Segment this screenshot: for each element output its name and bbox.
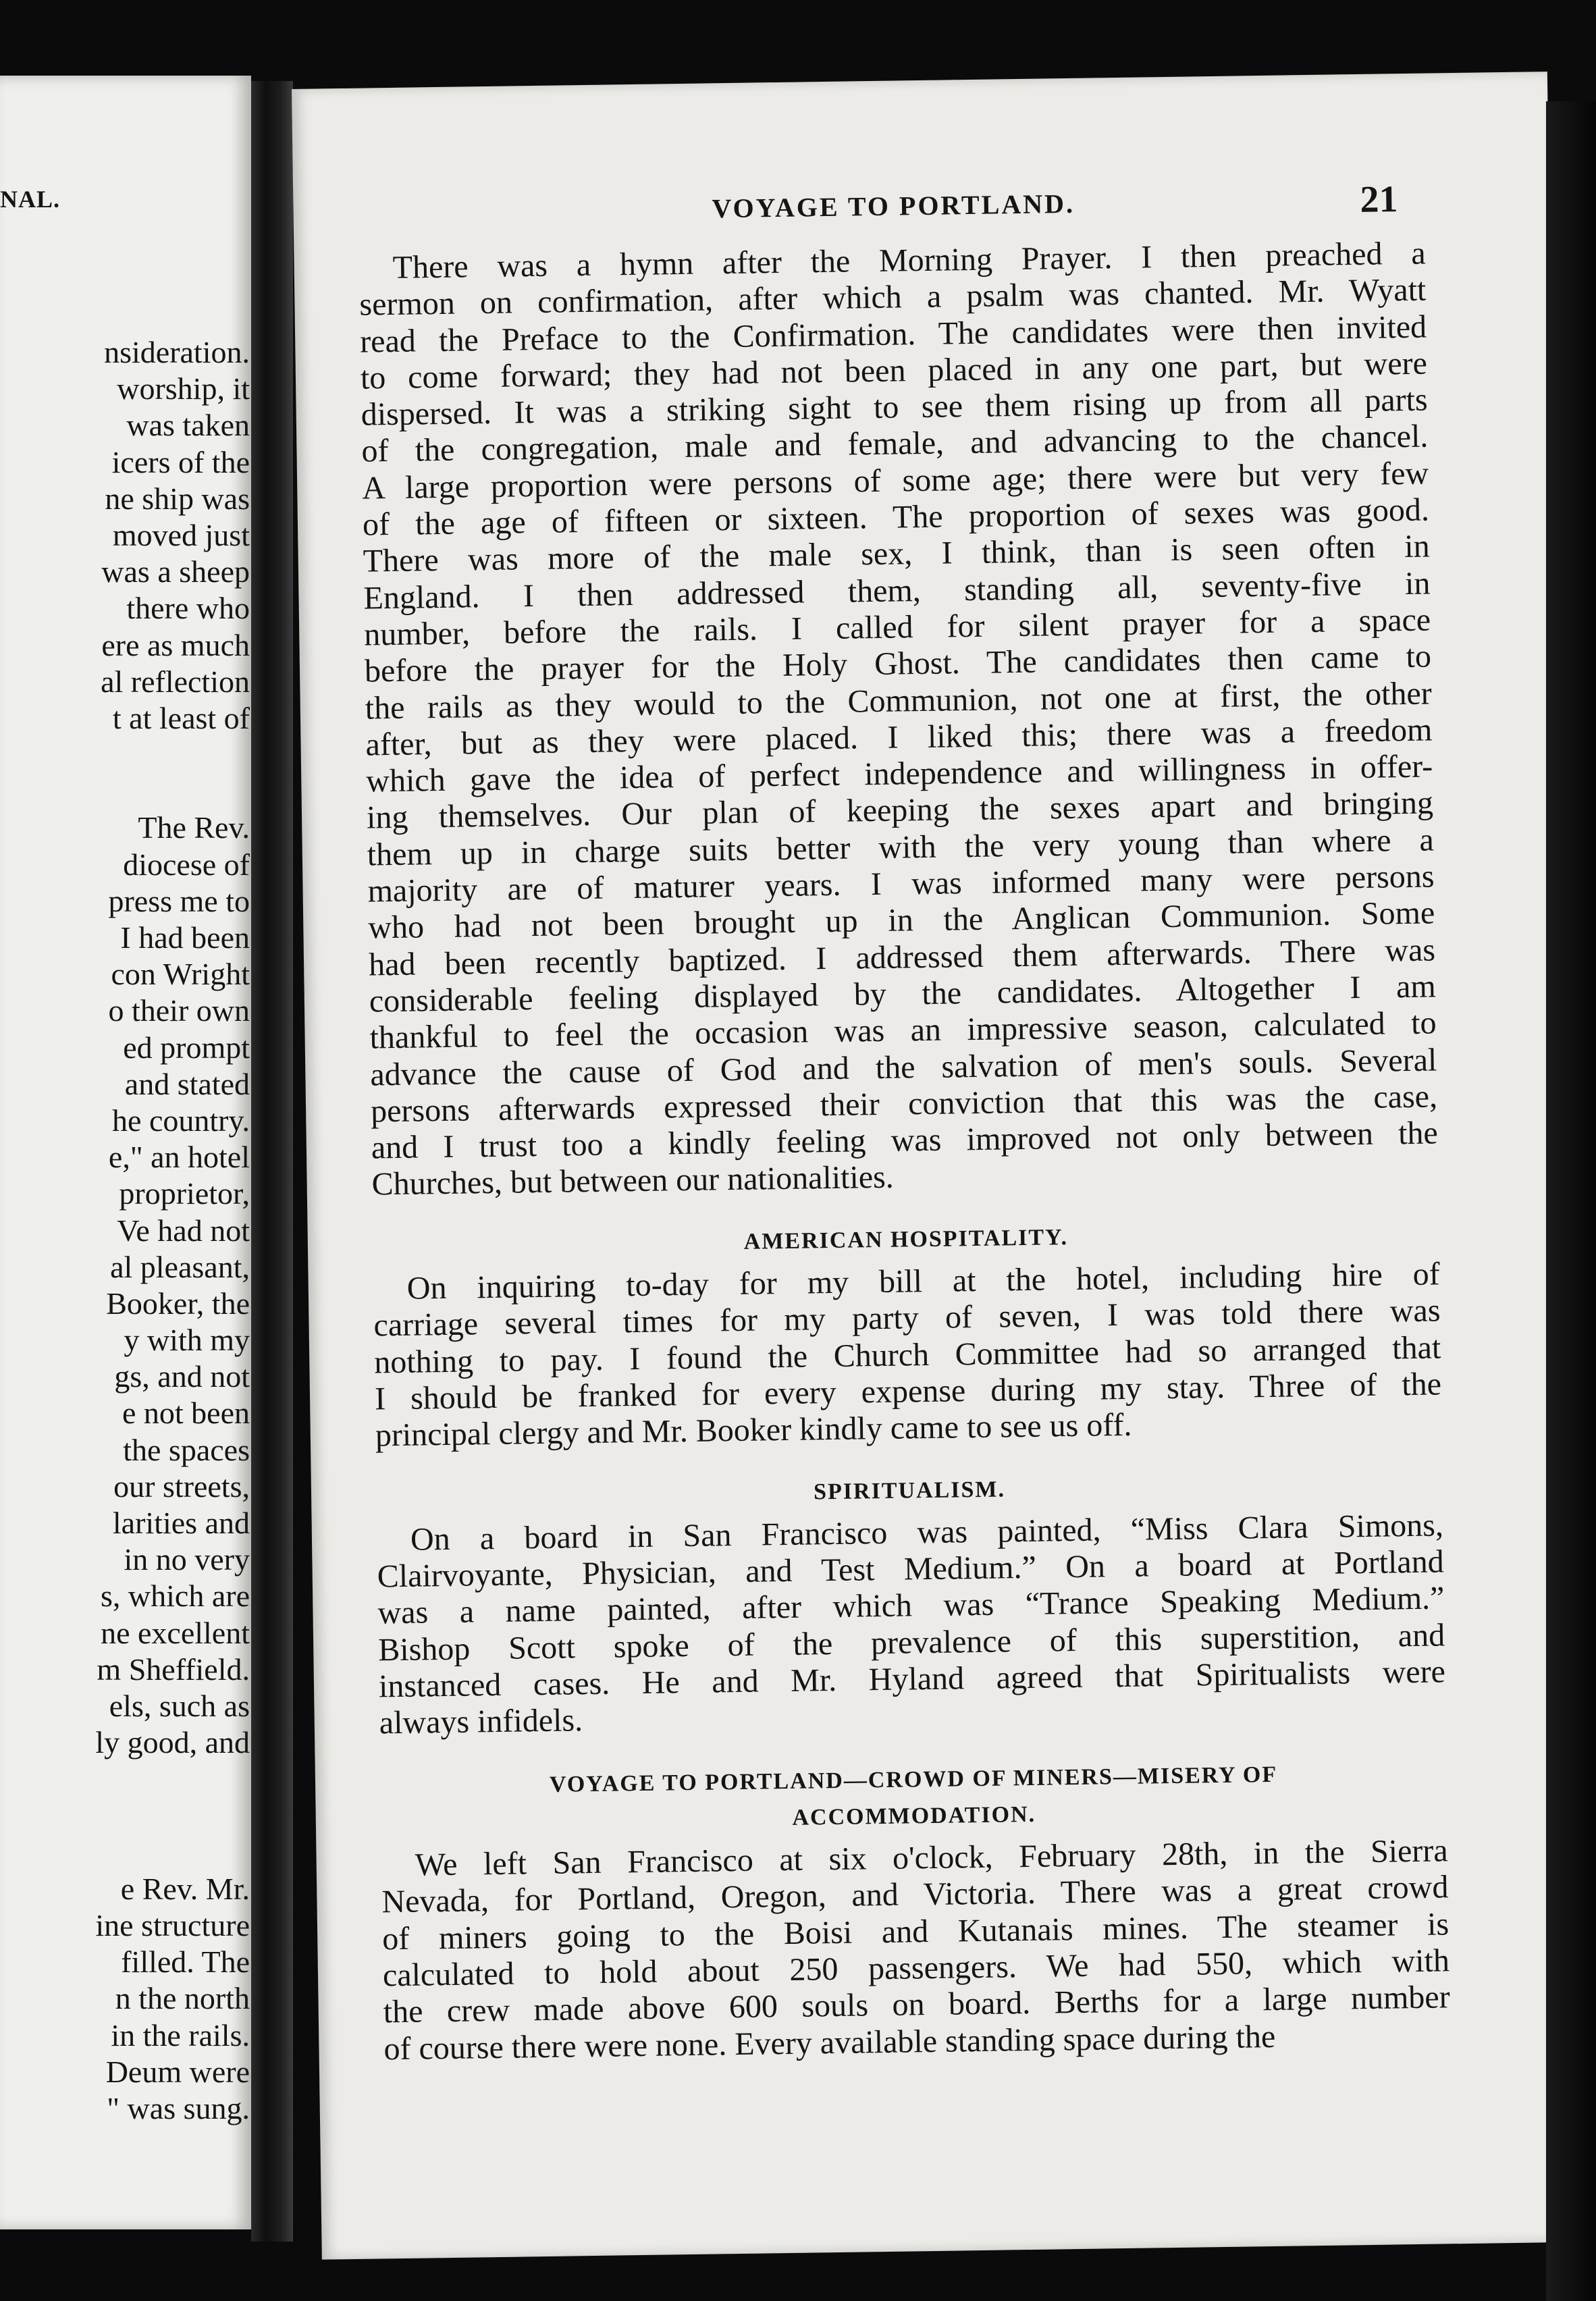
text-line-content: of course there were none. Every available standing space during the (383, 2018, 1276, 2067)
text-line-content: There was more of the male sex, I think, than is seen often in (363, 528, 1430, 579)
text-line-content: after, but as they were placed. I liked this; there was a freedom (365, 712, 1433, 763)
text-line-content: persons afterwards expressed their conviction that this was the case, (370, 1078, 1438, 1130)
left-running-head: NAL. (0, 186, 61, 213)
text-line-content: sermon on confirmation, after which a psalm was chanted. Mr. Wyatt (359, 271, 1427, 323)
left-page-line (0, 1761, 250, 1797)
text-line-content: Nevada, for Portland, Oregon, and Victoria. There was a great crowd (381, 1869, 1449, 1920)
left-page-line: nsideration. (104, 335, 250, 369)
running-title: VOYAGE TO PORTLAND. (712, 188, 1075, 224)
section-heading-hospitality: AMERICAN HOSPITALITY. (743, 1224, 1069, 1254)
left-page-line: e Rev. Mr. (120, 1871, 250, 1906)
left-page-line: al reflection (101, 664, 250, 699)
left-page-line: n the north (115, 1981, 250, 2016)
text-line-content: the rails as they would to the Communion, not one at first, the other (365, 675, 1433, 726)
text-line-content: the crew made above 600 souls on board. Berths for a large number (383, 1979, 1450, 2030)
text-line-content: thankful to feel the occasion was an impressive season, calculated to (369, 1005, 1437, 1056)
left-page-text (0, 334, 250, 2127)
section-heading-voyage-line1: VOYAGE TO PORTLAND—CROWD OF MINERS—MISERY OF (549, 1762, 1278, 1797)
left-page-line (0, 1834, 250, 1871)
text-line-content: We left San Francisco at six o'clock, February 28th, in the Sierra (415, 1832, 1448, 1883)
text-line-content: Clairvoyante, Physician, and Test Medium.” On a board at Portland (377, 1543, 1444, 1595)
left-page-line: con Wright (111, 957, 250, 992)
left-page-line: Deum were (105, 2054, 250, 2089)
left-page-line: there who (126, 591, 250, 626)
left-page-line: I had been (120, 920, 250, 955)
left-page-line: t at least of (112, 700, 250, 735)
left-page-line: larities and (112, 1506, 250, 1540)
left-page-line: worship, it (117, 371, 250, 406)
facing-page-left (0, 76, 251, 2229)
left-page-line: y with my (124, 1323, 250, 1358)
left-page-line: e not been (122, 1396, 250, 1431)
left-page-line (0, 737, 250, 773)
left-page-line: e," an hotel (108, 1140, 250, 1175)
text-line-content: always infidels. (379, 1702, 583, 1741)
text-line-content: On a board in San Francisco was painted, “Miss Clara Simons, (410, 1507, 1444, 1558)
text-line-content: ing themselves. Our plan of keeping the sexes apart and bringing (366, 785, 1434, 837)
text-line-content: considerable feeling displayed by the candidates. Altogether I am (369, 968, 1437, 1020)
left-page-line: our streets, (113, 1469, 250, 1504)
left-page-line: ne excellent (101, 1615, 250, 1650)
left-page-line: els, such as (109, 1688, 250, 1723)
text-line-content: and I trust too a kindly feeling was improved not only between the (371, 1115, 1439, 1166)
left-page-line: ed prompt (123, 1030, 250, 1065)
page-edge-shadow (1546, 101, 1596, 2301)
text-line-content: read the Preface to the Confirmation. The candidates were then invited (359, 309, 1427, 360)
section-heading-voyage-line2: ACCOMMODATION. (792, 1801, 1036, 1830)
left-page-line: s, which are (101, 1579, 250, 1614)
text-line-content: of the congregation, male and female, and advancing to the chancel. (361, 419, 1429, 470)
text-line-content: instanced cases. He and Mr. Hyland agreed that Spiritualists were (378, 1654, 1446, 1705)
page-number: 21 (1360, 178, 1398, 221)
text-line-content: calculated to hold about 250 passengers. We had 550, which with (382, 1942, 1450, 1994)
left-page-line: he country. (112, 1103, 250, 1138)
left-page-line: " was sung. (107, 2091, 250, 2125)
paragraph-confirmation (358, 236, 1439, 1204)
text-line-content: had been recently baptized. I addressed them afterwards. There was (368, 932, 1436, 983)
paragraph-spiritualism (377, 1507, 1446, 1742)
text-line-content: Churches, but between our nationalities. (371, 1159, 895, 1202)
left-page-line: diocese of (123, 847, 250, 882)
left-page-line: ly good, and (95, 1725, 250, 1760)
paragraph-voyage (381, 1833, 1450, 2068)
text-line-content: advance the cause of God and the salvation of men's souls. Several (370, 1041, 1437, 1093)
text-line-content: principal clergy and Mr. Booker kindly came to see us off. (375, 1407, 1132, 1454)
left-page-line (0, 773, 250, 810)
text-line-content: them up in charge suits better with the very young than where a (367, 822, 1435, 873)
left-page-line: m Sheffield. (97, 1651, 250, 1687)
left-page-line: was a sheep (101, 554, 250, 589)
left-page-line: in the rails. (111, 2017, 250, 2053)
text-line-content: which gave the idea of perfect independence and willingness in offer- (365, 748, 1433, 799)
left-page-line: in no very (124, 1542, 250, 1577)
text-line-content: before the prayer for the Holy Ghost. The candidates then came to (364, 638, 1432, 689)
text-line-content: carriage several times for my party of seven, I was told there was (373, 1292, 1441, 1344)
text-line-content: to come forward; they had not been placed in any one part, but were (360, 345, 1428, 396)
text-line-content: of miners going to the Boisi and Kutanais mines. The steamer is (381, 1906, 1449, 1957)
left-page-line: icers of the (111, 444, 250, 479)
text-line-content: Bishop Scott spoke of the prevalence of this superstition, and (377, 1617, 1445, 1668)
page-21 (292, 72, 1578, 2260)
book-gutter (251, 81, 293, 2242)
text-line-content: I should be franked for every expense during my stay. Three of the (374, 1366, 1442, 1417)
left-page-line (0, 1798, 250, 1834)
paragraph-hospitality (373, 1256, 1442, 1454)
left-page-line: The Rev. (138, 810, 250, 845)
text-line-content: dispersed. It was a striking sight to see them rising up from all parts (361, 381, 1428, 433)
text-line-content: of the age of fifteen or sixteen. The proportion of sexes was good. (362, 492, 1430, 543)
left-page-line: ere as much (101, 627, 250, 662)
left-page-line: gs, and not (114, 1359, 250, 1394)
left-page-line: Ve had not (117, 1213, 250, 1248)
left-page-line: filled. The (121, 1945, 250, 1980)
text-line-content: majority are of maturer years. I was informed many were persons (367, 858, 1435, 909)
left-page-line: al pleasant, (110, 1249, 250, 1284)
text-line-content: who had not been brought up in the Anglican Communion. Some (367, 895, 1435, 946)
text-line-content: was a name painted, after which was “Trance Speaking Medium.” (377, 1580, 1445, 1631)
left-page-line: the spaces (123, 1432, 250, 1467)
left-page-line: o their own (108, 993, 250, 1028)
text-line-content: There was a hymn after the Morning Prayer. I then preached a (392, 235, 1426, 286)
left-page-line: moved just (112, 517, 250, 552)
left-page-line: press me to (108, 883, 250, 918)
page-body (358, 236, 1450, 2068)
text-line-content: England. I then addressed them, standing all, seventy-five in (363, 565, 1431, 616)
left-page-line: and stated (124, 1066, 250, 1101)
text-line-content: number, before the rails. I called for silent prayer for a space (363, 602, 1431, 653)
left-page-line: was taken (126, 408, 250, 443)
left-page-line: Booker, the (106, 1286, 250, 1321)
text-line-content: On inquiring to-day for my bill at the hotel, including hire of (406, 1256, 1441, 1306)
text-line-content: A large proportion were persons of some age; there were but very few (361, 455, 1429, 506)
left-page-line: ne ship was (105, 481, 250, 516)
text-line-content: nothing to pay. I found the Church Committee had so arranged that (373, 1329, 1441, 1381)
section-heading-spiritualism: SPIRITUALISM. (813, 1476, 1006, 1504)
left-page-line: ine structure (95, 1908, 250, 1943)
left-page-line: proprietor, (119, 1176, 250, 1211)
